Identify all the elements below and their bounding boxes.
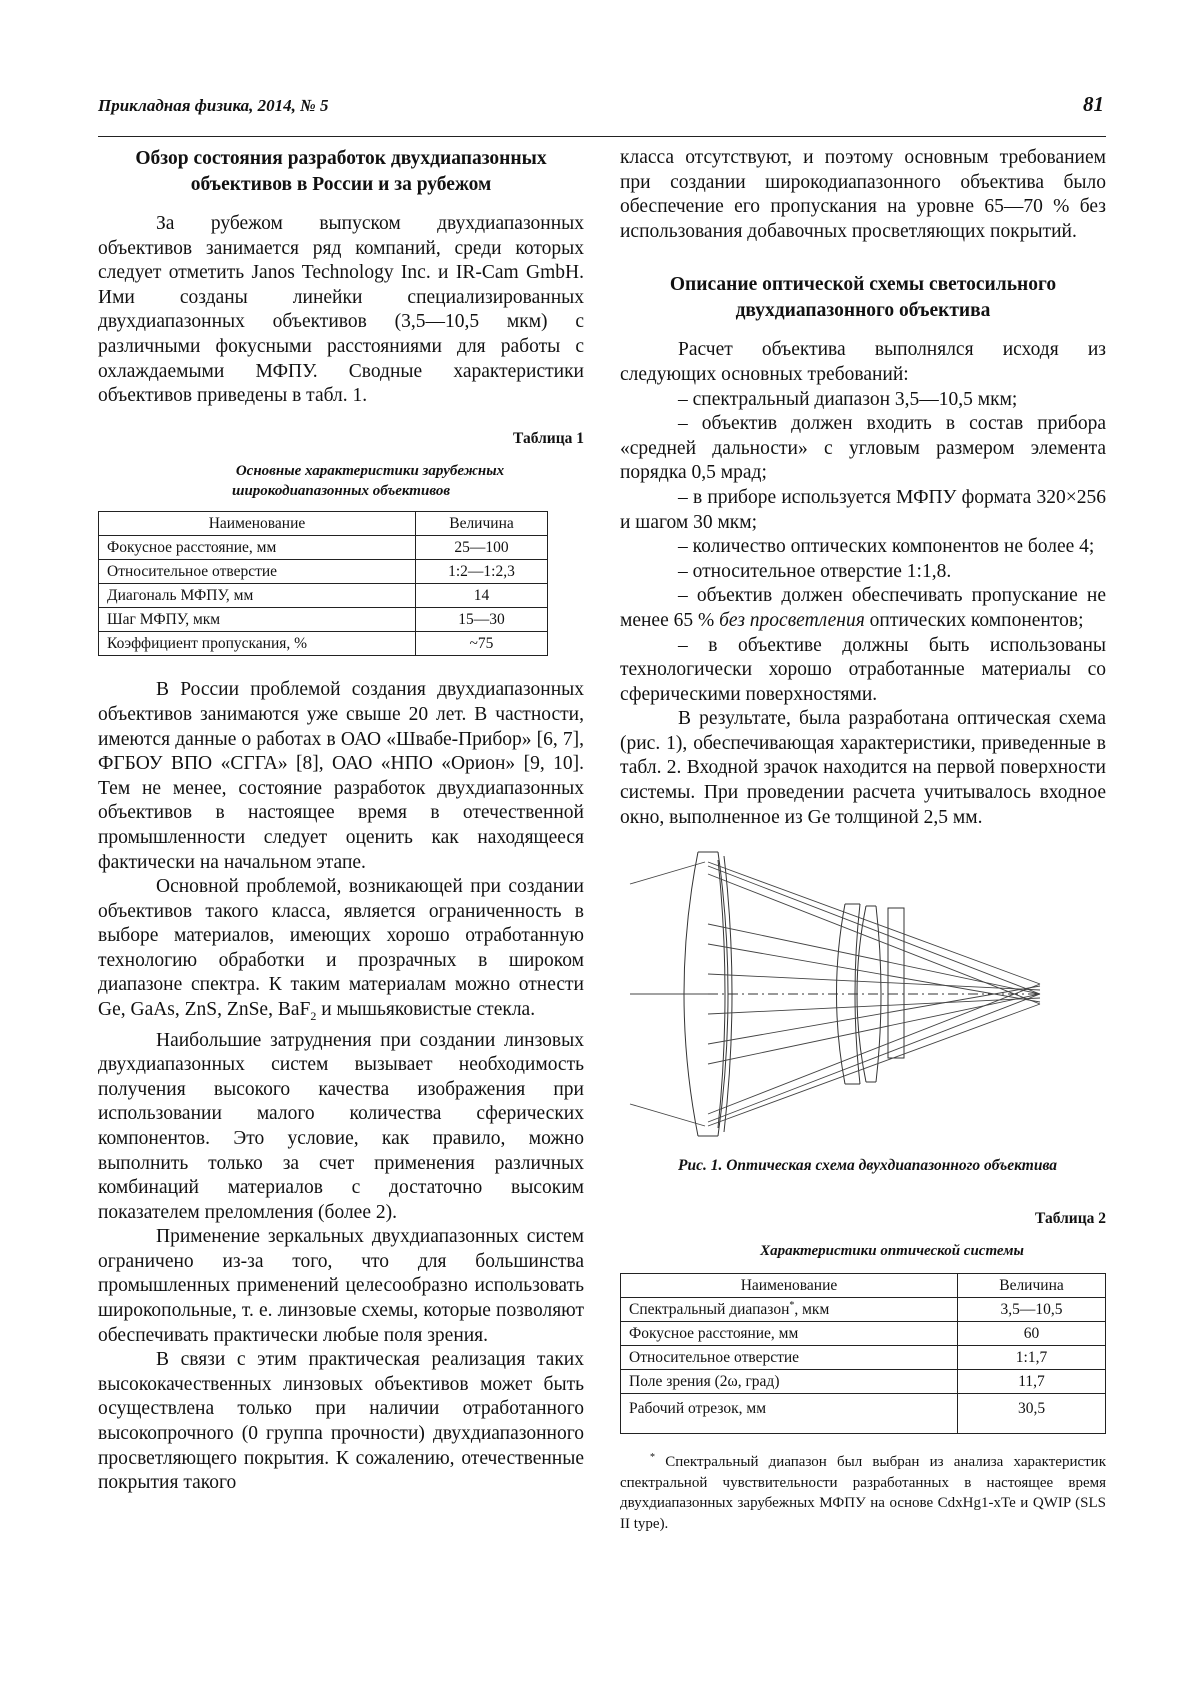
- journal-title: Прикладная физика, 2014, № 5: [98, 96, 329, 115]
- table-cell: ~75: [416, 632, 548, 656]
- list-item: – относительное отверстие 1:1,8.: [678, 560, 952, 582]
- table-cell: Фокусное расстояние, мм: [621, 1322, 958, 1346]
- list-item-text: оптических компонентов;: [864, 609, 1084, 631]
- table-cell: Диагональ МФПУ, мм: [99, 584, 416, 608]
- footnote: [620, 1448, 1106, 1534]
- table-cell: 30,5: [958, 1394, 1106, 1434]
- table-cell: Относительное отверстие: [621, 1346, 958, 1370]
- right-column: [620, 146, 1106, 1534]
- paragraph: В связи с этим практическая реализация таких высококачественных линзовых объективов может быть осуществлена только при наличии отработанного высокопрочного (0 группа прочности) двухдиапазонного просветляющего покрытия. К сожалению, отечественные покрытия такого: [98, 1349, 584, 1494]
- optical-scheme-diagram: [620, 844, 1106, 1144]
- column-header: Величина: [416, 512, 548, 536]
- cell-text: Спектральный диапазон: [629, 1301, 790, 1319]
- column-header: Наименование: [99, 512, 416, 536]
- table-cell: 1:2—1:2,3: [416, 560, 548, 584]
- figure-caption: Рис. 1. Оптическая схема двухдиапазонного объектива: [678, 1157, 1058, 1175]
- table2-title: Характеристики оптической системы: [760, 1243, 1024, 1260]
- list-item: – в приборе используется МФПУ формата 320×256 и шагом 30 мкм;: [620, 486, 1106, 533]
- subscript: 2: [310, 1008, 317, 1023]
- paragraph-continued: класса отсутствуют, и поэтому основным требованием при создании широкодиапазонного объектива было обеспечение его пропускания на уровне 65—70 % без использования добавочных просветляющих покрытий.: [620, 147, 1106, 242]
- table-row: [99, 560, 548, 584]
- column-header: Наименование: [621, 1274, 958, 1298]
- table-cell: 15—30: [416, 608, 548, 632]
- list-item: [620, 584, 1106, 633]
- table-cell: 25—100: [416, 536, 548, 560]
- table-row: [621, 1394, 1106, 1434]
- table-row: [99, 536, 548, 560]
- list-item: – в объективе должны быть использованы технологически хорошо отработанные материалы со сферическими поверхностями.: [620, 634, 1106, 705]
- table1-caption: Таблица 1: [513, 429, 584, 447]
- paragraph: Расчет объектива выполнялся исходя из следующих основных требований:: [620, 339, 1106, 385]
- italic-text: без просветления: [719, 609, 865, 631]
- page-header: [98, 92, 1106, 137]
- table-cell: [621, 1298, 958, 1322]
- section-title-optical-scheme: Описание оптической схемы светосильного двухдиапазонного объектива: [669, 274, 1057, 322]
- left-column: [98, 146, 584, 1496]
- paragraph: Применение зеркальных двухдиапазонных систем ограничено из-за того, что для большинства промышленных применений целесообразно использовать широкопольные, т. е. линзовые схемы, которые позволяют обеспечивать практически любые поля зрения.: [98, 1226, 584, 1346]
- table-row: [621, 1346, 1106, 1370]
- table2: [620, 1273, 1106, 1434]
- table-cell: 60: [958, 1322, 1106, 1346]
- table-row: [99, 584, 548, 608]
- list-item: – объектив должен входить в состав прибора «средней дальности» с угловым размером элемента порядка 0,5 мрад;: [620, 413, 1106, 484]
- table-cell: Коэффициент пропускания, %: [99, 632, 416, 656]
- cell-text: , мкм: [794, 1301, 830, 1319]
- table-row: [99, 632, 548, 656]
- table-cell: Рабочий отрезок, мм: [621, 1394, 958, 1434]
- paragraph: В результате, была разработана оптическая схема (рис. 1), обеспечивающая характеристики, приведенные в табл. 2. Входной зрачок находится на первой поверхности системы. При проведении расчета учитывалось входное окно, выполненное из Ge толщиной 2,5 мм.: [620, 708, 1106, 828]
- list-item-text: – объектив должен обеспечивать пропускание не менее 65 %: [620, 585, 1106, 631]
- table-row: [621, 1370, 1106, 1394]
- page-number: 81: [1083, 92, 1104, 116]
- column-header: Величина: [958, 1274, 1106, 1298]
- table-cell: Поле зрения (2ω, град): [621, 1370, 958, 1394]
- footnote-mark: *: [650, 1452, 655, 1464]
- footnote-text: Спектральный диапазон был выбран из анализа характеристик спектральной чувствительности разработанных в настоящее время двухдиапазонных зарубежных МФПУ на основе CdxHg1-xTe и QWIP (SLS II type).: [620, 1454, 1106, 1532]
- table-cell: Шаг МФПУ, мкм: [99, 608, 416, 632]
- table2-caption: Таблица 2: [1035, 1209, 1106, 1227]
- table1: [98, 511, 548, 656]
- list-item: – количество оптических компонентов не более 4;: [678, 536, 1095, 558]
- paragraph: В России проблемой создания двухдиапазонных объективов занимаются уже свыше 20 лет. В частности, имеются данные о работах в ОАО «Швабе-Прибор» [6, 7], ФГБОУ ВПО «СГГА» [8], ОАО «НПО «Орион» [9, 10]. Тем не менее, состояние разработок двухдиапазонных объективов в настоящее время в отечественной промышленности следует оценить как находящееся фактически на начальном этапе.: [98, 679, 584, 873]
- section-title-review: Обзор состояния разработок двухдиапазонных объективов в России и за рубежом: [135, 148, 547, 195]
- paragraph: За рубежом выпуском двухдиапазонных объективов занимается ряд компаний, среди которых следует отметить Janos Technology Inc. и IR-Cam GmbH. Ими созданы линейки специализированных двухдиапазонных объективов (3,5—10,5 мкм) с различными фокусными расстояниями для работы с охлаждаемыми МФПУ. Сводные характеристики объективов приведены в табл. 1.: [98, 213, 584, 407]
- table-header-row: [99, 512, 548, 536]
- footnote-mark: *: [789, 1300, 795, 1312]
- table-row: [621, 1298, 1106, 1322]
- paragraph-text: Основной проблемой, возникающей при создании объективов такого класса, является ограниченность в выборе материалов, имеющих хорошо отработанную технологию обработки и прозрачных в широком диапазоне спектра. К таким материалам можно отнести Ge, GaAs, ZnS, ZnSe, BaF: [98, 876, 584, 1021]
- paragraph: Наибольшие затруднения при создании линзовых двухдиапазонных систем вызывает необходимость получения высокого качества изображения при использовании малого количества сферических компонентов. Это условие, как правило, можно выполнить только за счет применения различных комбинаций материалов с достаточно высоким показателем преломления (более 2).: [98, 1029, 584, 1223]
- table1-title: Основные характеристики зарубежных широкодиапазонных объективов: [231, 463, 505, 500]
- optical-scheme-figure: [620, 844, 1106, 1144]
- table-header-row: [621, 1274, 1106, 1298]
- paragraph: [98, 875, 584, 1028]
- table-cell: 11,7: [958, 1370, 1106, 1394]
- table-cell: 14: [416, 584, 548, 608]
- paragraph-text: и мышьяковистые стекла.: [316, 999, 536, 1021]
- table-row: [621, 1322, 1106, 1346]
- table-cell: Фокусное расстояние, мм: [99, 536, 416, 560]
- list-item: – спектральный диапазон 3,5—10,5 мкм;: [678, 388, 1018, 410]
- table-row: [99, 608, 548, 632]
- table-cell: Относительное отверстие: [99, 560, 416, 584]
- table-cell: 1:1,7: [958, 1346, 1106, 1370]
- table-cell: 3,5—10,5: [958, 1298, 1106, 1322]
